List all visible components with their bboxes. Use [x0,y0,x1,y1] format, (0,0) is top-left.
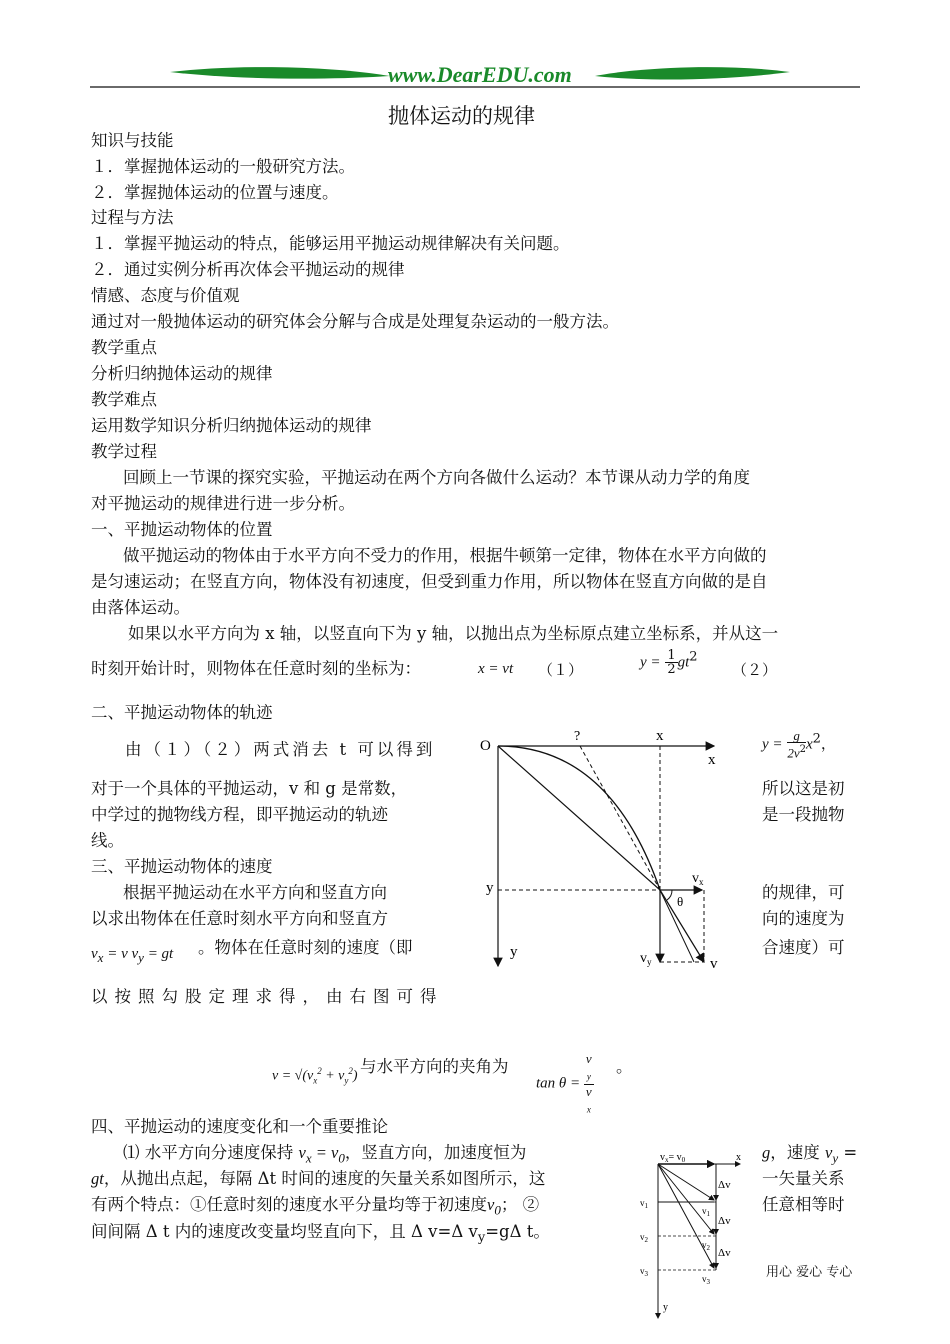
knowledge-item: ２．掌握抛体运动的位置与速度。 [91,183,339,202]
part3-text: 以按照勾股定理求得，由右图可得 [91,987,444,1006]
tan-formula: tan θ = v $_y$ v $_x$ [536,1051,592,1115]
difficulty-text: 运用数学知识分析归纳抛体运动的规律 [91,416,372,435]
top-label: $v_x= v_0$ [660,1152,686,1164]
eq-y-rhs: gt [677,654,690,671]
part1-heading: 一、平抛运动物体的位置 [91,520,273,539]
speed-formula: $v = √(v_x^2 + v_y^2)$ [272,1066,358,1086]
fig2-x-label: x [736,1152,741,1163]
part2-text: 是一段抛物 [762,805,845,824]
v3-label: $v_3$ [640,1266,648,1278]
process-item: ２．通过实例分析再次体会平抛运动的规律 [91,260,405,279]
vy-label: $v_y$ [640,951,652,967]
knowledge-heading: 知识与技能 [91,131,174,150]
site-logo-text: www.DearEDU.com [388,62,572,87]
tangent-dashed [580,746,660,890]
part1-paragraph: 如果以水平方向为 x 轴，以竖直向下为 y 轴，以抛出点为坐标原点建立坐标系，并从这一 [128,624,779,643]
part4-text: 一矢量关系 [762,1169,845,1188]
emotion-heading: 情感、态度与价值观 [91,286,240,305]
part2-text: 对于一个具体的平抛运动，v 和 g 是常数， [91,779,408,798]
velocity-change-figure [636,1150,746,1325]
v2-label: $v_2$ [702,1240,710,1252]
part3-text: 根据平抛运动在水平方向和竖直方向 [123,883,387,902]
theta-label: θ [677,894,684,909]
part1-paragraph: 是匀速运动；在竖直方向，物体没有初速度，但受到重力作用，所以物体在竖直方向做的是自 [91,572,768,591]
key-text: 分析归纳抛体运动的规律 [91,364,273,383]
part3-heading: 三、平抛运动物体的速度 [91,857,273,876]
part3-text: 。物体在任意时刻的速度（即 [198,938,413,957]
part4-text: 间间隔 Δ t 内的速度改变量均竖直向下，且 Δ v=Δ $v_y=g\Delta$ t。 [91,1222,550,1246]
procedure-intro: 对平抛运动的规律进行进一步分析。 [91,494,355,513]
question-label: ? [574,729,581,744]
part4-text: ⑴ 水平方向分速度保持 $v_x = v_0$，竖直方向，加速度恒为 [123,1143,527,1166]
dv-label: Δv [718,1179,731,1191]
v2-vector [658,1164,714,1234]
velocity-components: $v_x = v$ $v_y$ = gt [91,946,174,965]
eq-y-lhs: y = [640,654,661,671]
part3-text: 以求出物体在任意时刻水平方向和竖直方 [91,909,388,928]
v2-label: $v_2$ [640,1232,648,1244]
y-tick-label: y [486,880,494,896]
part4-text: gt，从抛出点起，每隔 Δt 时间的速度的矢量关系如图所示，这 [91,1169,546,1188]
part1-paragraph: 时刻开始计时，则物体在任意时刻的坐标为： [91,659,421,678]
angle-text: 与水平方向的夹角为 [360,1057,509,1076]
x-axis-label: x [708,752,716,768]
dv-label: Δv [718,1215,731,1227]
chord-line [498,746,660,890]
equation-number: （２） [732,661,778,679]
v1-label: $v_1$ [640,1198,648,1210]
v3-label: $v_3$ [702,1274,710,1286]
part4-text: 有两个特点：①任意时刻的速度水平分量均等于初速度$v_0$； ② [91,1195,540,1218]
key-heading: 教学重点 [91,338,157,357]
process-item: １．掌握平抛运动的特点，能够运用平抛运动规律解决有关问题。 [91,234,570,253]
y-axis-label: y [510,944,518,960]
difficulty-heading: 教学难点 [91,390,157,409]
theta-arc [667,890,672,900]
process-heading: 过程与方法 [91,208,174,227]
part3-text: 向的速度为 [762,909,845,928]
eq-fraction: $\frac{1}{2}$ [667,648,676,677]
vx-label: $v_x$ [692,871,704,887]
part1-paragraph: 由落体运动。 [91,598,190,617]
x-tick-label: x [656,728,664,744]
knowledge-item: １．掌握抛体运动的一般研究方法。 [91,157,355,176]
footer-motto: 用心 爱心 专心 [766,1265,853,1280]
v-label: v [710,956,718,972]
v1-label: $v_1$ [702,1206,710,1218]
projectile-figure [470,722,730,972]
part2-heading: 二、平抛运动物体的轨迹 [91,703,273,722]
part4-heading: 四、平抛运动的速度变化和一个重要推论 [91,1117,388,1136]
tan-end: 。 [616,1057,633,1076]
part3-text: 的规律，可 [762,883,845,902]
origin-label: O [480,738,491,754]
procedure-heading: 教学过程 [91,442,157,461]
eq-y-sup: 2 [689,649,698,665]
fig2-y-label: y [663,1302,668,1313]
page-title: 抛体运动的规律 [388,104,535,128]
part1-paragraph: 做平抛运动的物体由于水平方向不受力的作用，根据牛顿第一定律，物体在水平方向做的 [123,546,767,565]
part2-text: 中学过的抛物线方程，即平抛运动的轨迹 [91,805,388,824]
part4-text: 任意相等时 [762,1195,845,1214]
part3-text: 合速度）可 [762,938,845,957]
emotion-text: 通过对一般抛体运动的研究体会分解与合成是处理复杂运动的一般方法。 [91,312,619,331]
equation-y [640,649,698,676]
part4-text: g，速度 $v_y$ = [762,1143,858,1166]
part2-text: 线。 [91,831,124,850]
equation-x: x = vt [478,661,514,677]
speed-formula-sub-x: x [313,1075,318,1086]
trajectory-equation: y = $\frac{g}{2v^2}$ $x^2$， [762,728,836,761]
part2-text: 所以这是初 [762,779,845,798]
equation-number: （１） [538,661,584,679]
part2-text: 由（１）（２）两式消去 t 可以得到 [125,740,436,759]
dv-label: Δv [718,1247,731,1259]
header-banner [90,60,860,92]
procedure-intro: 回顾上一节课的探究实验，平抛运动在两个方向各做什么运动？本节课从动力学的角度 [123,468,750,487]
